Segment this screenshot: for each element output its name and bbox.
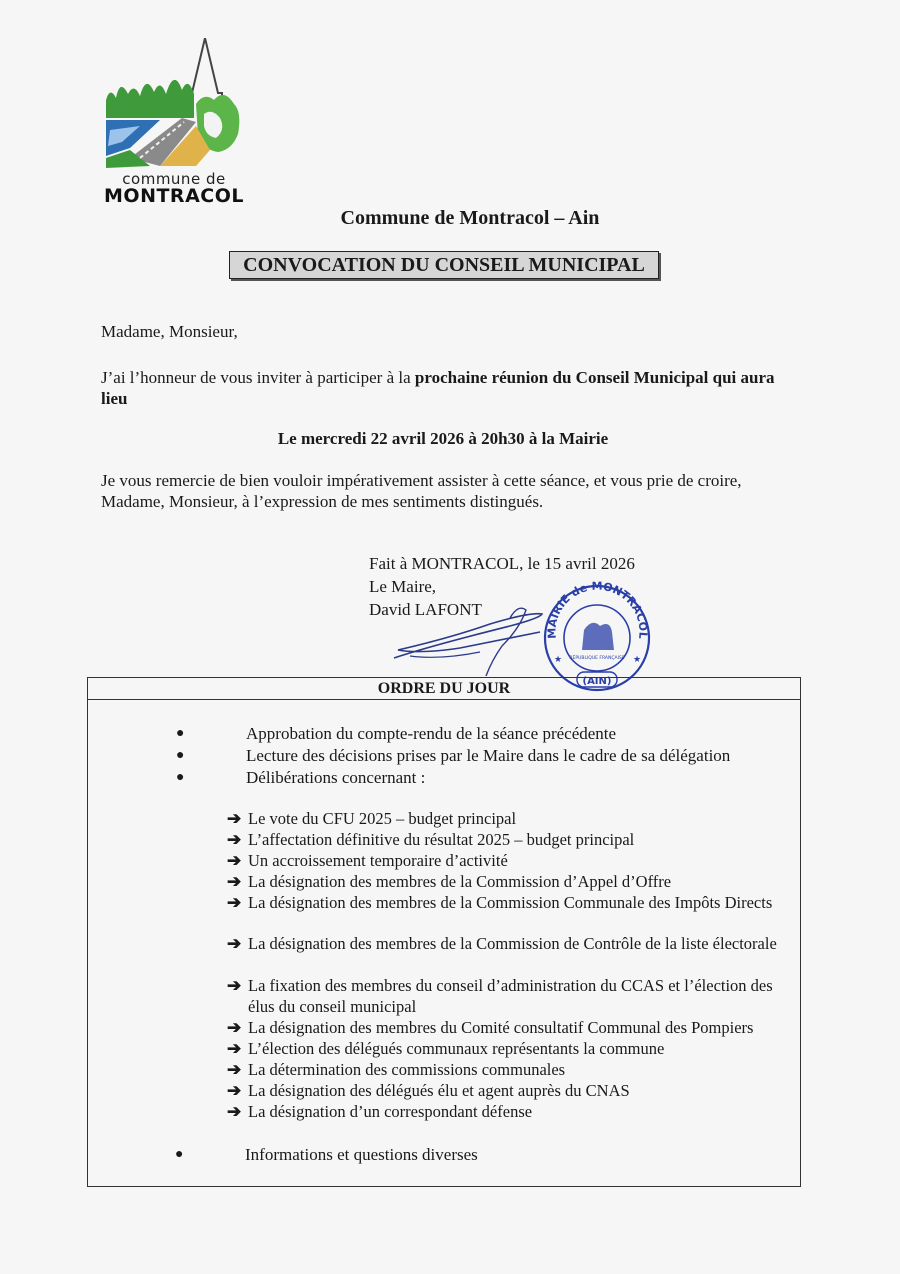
invitation-bold-text: prochaine réunion du Conseil Municipal qui aura lieu [101,368,775,408]
arrow-right-icon: ➔ [227,976,242,995]
agenda-bullet-text: Informations et questions diverses [245,1145,478,1164]
agenda-box: ORDRE DU JOUR ● Approbation du compte-rendu de la séance précédente ● Lecture des décisions prises par le Maire dans le cadre de sa délégation ● Délibérations concernant : ➔ Le vote du CFU 2025 – budget principal ➔ L’affectation définitive du résultat 2025 – budget principal ➔ Un accroissement temporaire d’activité ➔ La désignation des membres de la Commission d’Appel d’Offre ➔ La désignation des membres de la Commission Communale des Impôts Directs ➔ La désignation des membres de la Commission de Contrôle de la liste électorale ➔ La fixation des membres du conseil d’administration du CCAS et l’élection des élus du conseil municipal ➔ La désignation des membres du Comité consultatif Communal des Pompiers ➔ L’élection des délégués communaux représentants la commune ➔ La détermination des commissions communales ➔ La désignation des délégués élu et agent auprès du CNAS ➔ La désignation d’un correspondant défense ● Informations et questions diverses [87,677,801,1187]
arrow-right-icon: ➔ [227,893,242,912]
mayor-name: David LAFONT [369,600,482,619]
arrow-right-icon: ➔ [227,872,242,891]
arrow-right-icon: ➔ [227,1039,242,1058]
logo-emblem-icon [100,38,245,178]
arrow-right-icon: ➔ [227,1081,242,1100]
agenda-bullet [176,767,426,788]
logo-commune-de-text: commune de [122,170,226,188]
closing-paragraph: Je vous remercie de bien vouloir impérativement assister à cette séance, et vous prie de croire, Madame, Monsieur, à l’expression de mes sentiments distingués. [101,471,742,511]
place-date: Fait à MONTRACOL, le 15 avril 2026 [369,554,635,573]
stamp-ring-text: MAIRIE de MONTRACOL [545,580,650,640]
meeting-date: Le mercredi 22 avril 2026 à 20h30 à la Mairie [277,429,609,448]
official-stamp-icon [540,580,655,692]
salutation: Madame, Monsieur, [101,322,238,341]
bullet-dot-icon: ● [175,1147,184,1162]
svg-text:★: ★ [554,654,563,664]
bullet-dot-icon: ● [176,748,185,763]
logo-montracol-text: MONTRACOL [104,185,244,207]
agenda-bullet-text: Lecture des décisions prises par le Maire dans le cadre de sa délégation [246,746,731,765]
agenda-bullet-text: Délibérations concernant : [246,768,426,787]
stamp-bottom-text: (AIN) [582,676,612,687]
stamp-inner-text: RÉPUBLIQUE FRANÇAISE [569,656,625,661]
bullet-dot-icon: ● [176,726,185,741]
agenda-bullet [176,723,617,744]
commune-title: Commune de Montracol – Ain [340,207,600,229]
arrow-right-icon: ➔ [227,1018,242,1037]
invitation-text: J’ai l’honneur de vous inviter à participer à la [101,368,415,387]
arrow-right-icon: ➔ [227,809,242,828]
arrow-right-icon: ➔ [227,1060,242,1079]
invitation-paragraph [101,367,801,409]
convocation-title: CONVOCATION DU CONSEIL MUNICIPAL [229,251,659,279]
svg-text:★: ★ [633,654,642,664]
bullet-dot-icon: ● [176,770,185,785]
arrow-right-icon: ➔ [227,1102,242,1121]
agenda-bullet [176,745,731,766]
agenda-bullet [175,1144,478,1165]
arrow-right-icon: ➔ [227,830,242,849]
arrow-right-icon: ➔ [227,934,242,953]
agenda-bullet-text: Approbation du compte-rendu de la séance précédente [246,724,617,743]
montracol-logo [100,38,245,210]
mayor-role: Le Maire, [369,577,437,596]
agenda-title: ORDRE DU JOUR [88,678,800,700]
arrow-right-icon: ➔ [227,851,242,870]
